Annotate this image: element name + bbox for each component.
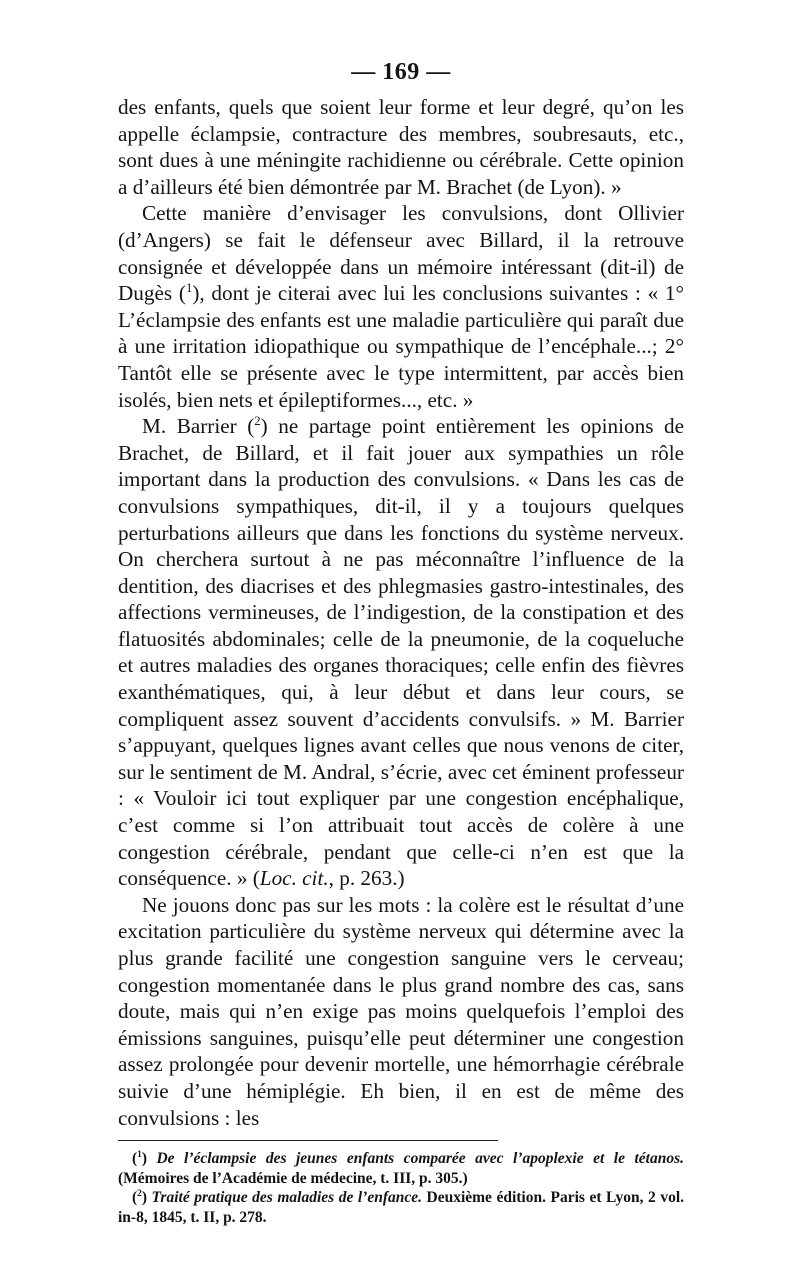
footnote-1-title: De l’éclampsie des jeunes enfants comparée avec l’apoplexie et le tétanos. [156,1150,684,1168]
page-number: — 169 — [351,59,451,85]
book-page [118,58,684,1227]
footnote-1-source: (Mémoires de l’Académie de médecine, t. III, p. 305.) [118,1169,468,1187]
footnote-ref-1: 1 [185,281,193,296]
paragraph-3-part-c: , p. 263.) [328,866,405,891]
paragraph-4: Ne jouons donc pas sur les mots : la colère est le résultat d’une excitation particulière du système nerveux qui détermine avec la plus grande facilité une congestion sanguine vers le cerveau; congestion momentanée dans le plus grand nombre des cas, sans doute, mais qui n’en exige pas moins quelquefois l’emploi des émissions sanguines, puisqu’elle peut déterminer une congestion assez prolongée pour devenir mortelle, une hémorrhagie cérébrale suivie d’une hémiplégie. Eh bien, il en est de même des convulsions : les [118,892,684,1130]
paragraph-1: des enfants, quels que soient leur forme et leur degré, qu’on les appelle éclampsie, contracture des membres, soubresauts, etc., sont dues à une méningite rachidienne ou cérébrale. Cette opinion a d’ailleurs été bien démontrée par M. Brachet (de Lyon). » [118,95,684,199]
citation-loc-cit: Loc. cit. [259,866,329,891]
paragraph-3-part-a: M. Barrier ( [142,414,255,439]
footnotes [118,1149,684,1227]
footnote-1: ($^1$) De l’éclampsie des jeunes enfants comparée avec l’apoplexie et le tétanos. (Mémoires de l’Académie de médecine, t. III, p. 305.) [118,1150,684,1187]
footnote-divider [118,1140,498,1141]
footnote-2: ($^2$) Traité pratique des maladies de l’enfance. Deuxième édition. Paris et Lyon, 2 vol. in-8, 1845, t. II, p. 278. [118,1189,685,1226]
paragraph-2-part-a: Cette manière d’envisager les convulsions, dont Ollivier (d’Angers) se fait le défenseur avec Billard, il la retrouve consignée et développée dans un mémoire intéressant (dit-il) de Dugès ( [118,201,684,306]
paragraph-3 [118,413,684,892]
footnote-1-mark: 1 [137,1150,142,1160]
body-text [118,94,684,1131]
footnote-ref-2: 2 [254,414,261,429]
footnote-2-source: Deuxième édition. Paris et Lyon, 2 vol. in-8, 1845, t. II, p. 278. [118,1189,685,1226]
paragraph-2-part-b: ), dont je citerai avec lui les conclusions suivantes : « 1° L’éclampsie des enfants est une maladie particulière qui paraît due à une irritation idiopathique ou sympathique de l’encéphale...; 2° Tantôt elle se présente avec le type intermittent, par accès bien isolés, bien nets et épileptiformes..., etc. » [118,281,684,412]
footnote-2-title: Traité pratique des maladies de l’enfance. [151,1189,422,1207]
paragraph-2 [118,200,684,413]
footnote-2-mark: 2 [137,1189,142,1199]
paragraph-3-part-b: ) ne partage point entièrement les opinions de Brachet, de Billard, et il fait jouer aux sympathies un rôle important dans la production des convulsions. « Dans les cas de convulsions sympathiques, dit-il, il y a toujours quelques perturbations ailleurs que dans les fonctions du système nerveux. On cherchera surtout à ne pas méconnaître l’influence de la dentition, des diacrises et des phlegmasies gastro-intestinales, des affections vermineuses, de l’indigestion, de la constipation et des flatuosités abdominales; celle de la pneumonie, de la coqueluche et autres maladies des organes thoraciques; celle enfin des fièvres exanthématiques, qui, à leur début et dans leur cours, se compliquent assez souvent d’accidents convulsifs. » M. Barrier s’appuyant, quelques lignes avant celles que nous venons de citer, sur le sentiment de M. Andral, s’écrie, avec cet éminent professeur : « Vouloir ici tout expliquer par une congestion encéphalique, c’est comme si l’on attribuait tout accès de colère à une congestion cérébrale, pendant que celle-ci n’en est que la conséquence. » ( [118,414,684,891]
